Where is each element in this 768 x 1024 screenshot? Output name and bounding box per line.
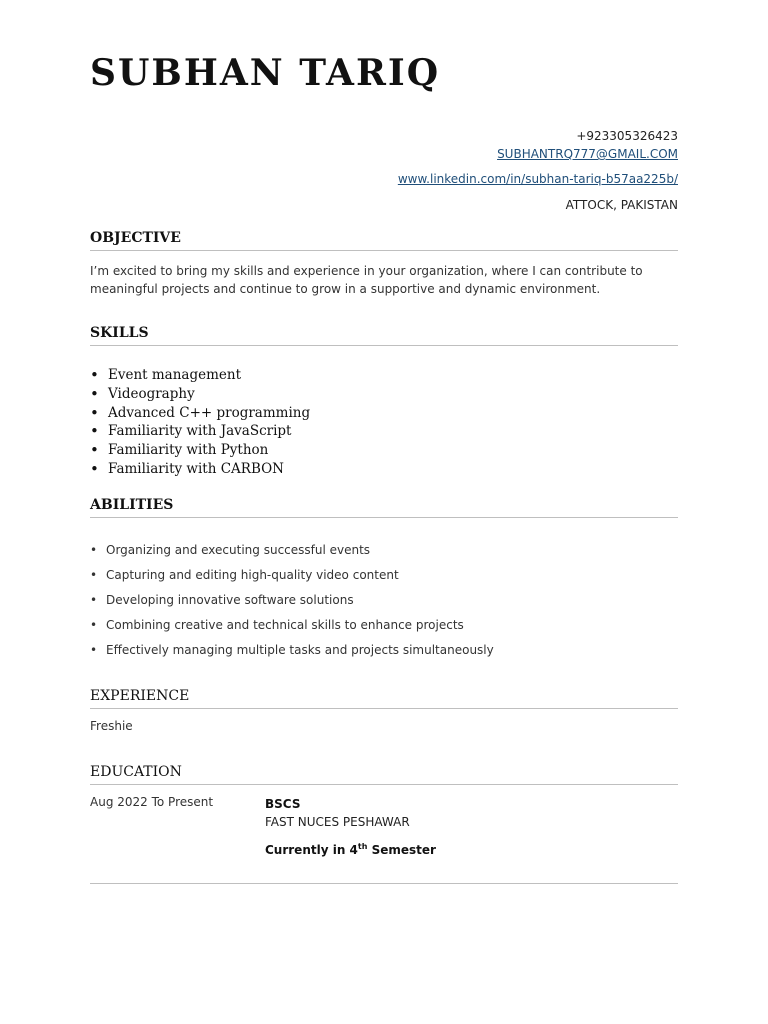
ability-item: • Combining creative and technical skills to enhance projects (90, 613, 494, 638)
education-degree: BSCS (265, 797, 301, 811)
contact-block (398, 127, 678, 214)
skills-list (90, 366, 310, 479)
abilities-heading: ABILITIES (90, 497, 678, 518)
status-ordinal: th (357, 842, 368, 851)
education-heading: EDUCATION (90, 764, 678, 785)
resume-name: SUBHAN TARIQ (90, 52, 441, 94)
skill-item: • Familiarity with JavaScript (90, 422, 310, 441)
abilities-list (90, 538, 494, 663)
objective-heading: OBJECTIVE (90, 230, 678, 251)
ability-item: • Organizing and executing successful events (90, 538, 494, 563)
ability-item: • Developing innovative software solutions (90, 588, 494, 613)
skill-item: • Videography (90, 385, 310, 404)
skill-item: • Event management (90, 366, 310, 385)
status-prefix: Currently in 4 (265, 843, 358, 857)
ability-item: • Effectively managing multiple tasks and projects simultaneously (90, 638, 494, 663)
location-text: ATTOCK, PAKISTAN (565, 198, 678, 212)
email-link[interactable]: SUBHANTRQ777@GMAIL.COM (497, 147, 678, 161)
skill-item: • Advanced C++ programming (90, 404, 310, 423)
status-suffix: Semester (367, 843, 436, 857)
phone-number: +923305326423 (576, 129, 678, 143)
linkedin-link[interactable]: www.linkedin.com/in/subhan-tariq-b57aa225b/ (397, 172, 678, 186)
ability-item: • Capturing and editing high-quality video content (90, 563, 494, 588)
education-date: Aug 2022 To Present (90, 795, 214, 809)
experience-heading: EXPERIENCE (90, 688, 678, 709)
education-details (265, 795, 436, 859)
skills-heading: SKILLS (90, 325, 678, 346)
experience-text: Freshie (90, 719, 133, 733)
objective-text: I’m excited to bring my skills and experience in your organization, where I can contribute to meaningful projects and continue to grow in a supportive and dynamic environment. (90, 264, 643, 296)
bottom-divider (90, 883, 678, 884)
education-status (265, 838, 436, 859)
education-school: FAST NUCES PESHAWAR (265, 815, 410, 829)
skill-item: • Familiarity with CARBON (90, 460, 310, 479)
skill-item: • Familiarity with Python (90, 441, 310, 460)
